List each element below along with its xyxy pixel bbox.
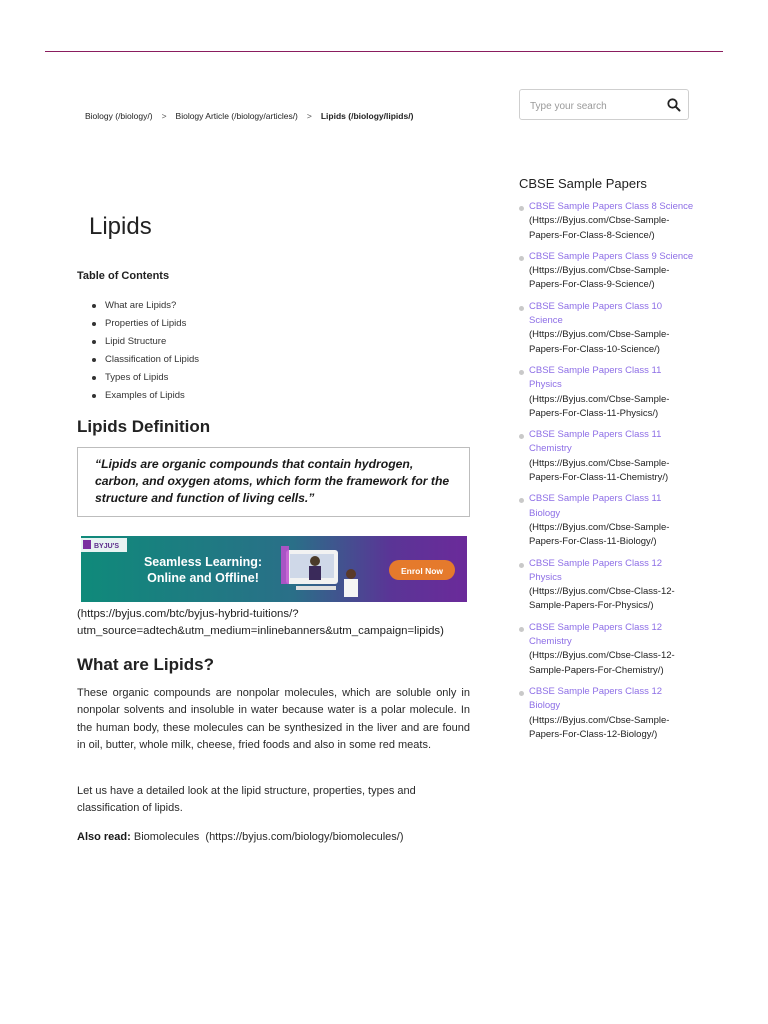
breadcrumb-lipids[interactable]: Lipids (/biology/lipids/)	[320, 111, 414, 121]
sidebar-item	[519, 300, 694, 357]
banner-cta: Enrol Now	[400, 566, 444, 576]
toc-item[interactable]: Lipid Structure	[92, 333, 199, 351]
banner-brand: BYJU'S	[94, 543, 120, 550]
banner-headline: Seamless Learning:	[143, 555, 263, 569]
sidebar-link[interactable]: CBSE Sample Papers Class 10 Science	[529, 300, 663, 327]
sidebar-link[interactable]: CBSE Sample Papers Class 8 Science	[529, 201, 694, 212]
sidebar-item	[519, 685, 694, 742]
search-box	[519, 89, 689, 120]
what-are-lipids-heading: What are Lipids?	[77, 655, 214, 674]
toc-item[interactable]: Types of Lipids	[92, 369, 199, 387]
sidebar-item	[519, 621, 694, 678]
search-input[interactable]	[528, 97, 662, 115]
header-divider	[45, 51, 723, 52]
sidebar-link[interactable]: CBSE Sample Papers Class 12 Physics	[529, 557, 663, 583]
sidebar-url[interactable]: (Https://Byjus.com/Cbse-Sample-Papers-For-Class-9-Science/)	[529, 265, 670, 291]
sidebar-url[interactable]: (Https://Byjus.com/Cbse-Sample-Papers-For-Class-11-Biology/)	[529, 521, 670, 548]
promo-banner[interactable]	[81, 536, 467, 602]
sidebar-link[interactable]: CBSE Sample Papers Class 9 Science	[529, 250, 694, 262]
paragraph: Let us have a detailed look at the lipid structure, properties, types and classification of lipids.	[77, 785, 416, 815]
also-read	[77, 829, 404, 846]
sidebar-item	[519, 200, 694, 243]
also-read-url[interactable]: (https://byjus.com/biology/biomolecules/)	[205, 831, 404, 843]
sidebar-heading: CBSE Sample Papers	[519, 176, 647, 191]
breadcrumb	[85, 111, 413, 121]
sidebar-item	[519, 428, 694, 485]
page-title: Lipids	[89, 213, 152, 240]
also-read-link[interactable]: Biomolecules	[133, 831, 200, 843]
also-read-label: Also read:	[77, 831, 131, 843]
sidebar-list	[519, 200, 694, 749]
sidebar-item	[519, 250, 694, 293]
sidebar-item	[519, 364, 694, 421]
toc-item[interactable]: Classification of Lipids	[92, 351, 199, 369]
sidebar-url[interactable]: (Https://Byjus.com/Cbse-Sample-Papers-For-Class-8-Science/)	[529, 215, 670, 241]
sidebar-item	[519, 492, 694, 549]
sidebar-item	[519, 557, 694, 614]
table-of-contents	[92, 297, 199, 405]
sidebar-url[interactable]: (Https://Byjus.com/Cbse-Sample-Papers-For-Class-11-Chemistry/)	[529, 457, 670, 484]
sidebar-link[interactable]: CBSE Sample Papers Class 12 Biology	[529, 685, 663, 712]
sidebar-url[interactable]: (Https://Byjus.com/Cbse-Sample-Papers-For-Class-11-Physics/)	[529, 393, 670, 419]
paragraph: These organic compounds are nonpolar molecules, which are soluble only in nonpolar solvents and insoluble in water because water is a polar molecule. In the human body, these molecules can be synthesized in the liver and are found in oil, butter, whole milk, cheese, fried foods and also in some red meats.	[77, 687, 470, 751]
sidebar-link[interactable]: CBSE Sample Papers Class 11 Physics	[529, 364, 662, 391]
toc-heading: Table of Contents	[77, 270, 170, 282]
toc-item[interactable]: Properties of Lipids	[92, 315, 199, 333]
toc-item[interactable]: What are Lipids?	[92, 297, 199, 315]
definition-quote: “Lipids are organic compounds that contain hydrogen, carbon, and oxygen atoms, which form the framework for the structure and function of living cells.”	[77, 447, 470, 517]
search-icon[interactable]	[666, 97, 682, 113]
breadcrumb-separator: >	[306, 111, 312, 121]
sidebar-link[interactable]: CBSE Sample Papers Class 12 Chemistry	[529, 621, 663, 648]
breadcrumb-biology-article[interactable]: Biology Article (/biology/articles/)	[175, 111, 298, 121]
toc-item[interactable]: Examples of Lipids	[92, 387, 199, 405]
sidebar-link[interactable]: CBSE Sample Papers Class 11 Chemistry	[529, 429, 662, 455]
sidebar-url[interactable]: (Https://Byjus.com/Cbse-Sample-Papers-For-Class-12-Biology/)	[529, 714, 670, 740]
sidebar-url[interactable]: (Https://Byjus.com/Cbse-Sample-Papers-For-Class-10-Science/)	[529, 329, 670, 355]
banner-headline: Online and Offline!	[147, 571, 259, 585]
sidebar-link[interactable]: CBSE Sample Papers Class 11 Biology	[529, 493, 662, 519]
definition-heading: Lipids Definition	[77, 417, 211, 436]
sidebar-url[interactable]: (Https://Byjus.com/Cbse-Class-12-Sample-Papers-For-Physics/)	[529, 586, 675, 612]
breadcrumb-separator: >	[161, 111, 167, 121]
banner-link[interactable]: (https://byjus.com/btc/byjus-hybrid-tuitions/?utm_source=adtech&utm_medium=inlinebanners&utm_campaign=lipids)	[77, 608, 444, 637]
breadcrumb-biology[interactable]: Biology (/biology/)	[85, 111, 153, 121]
sidebar-url[interactable]: (Https://Byjus.com/Cbse-Class-12-Sample-Papers-For-Chemistry/)	[529, 650, 675, 676]
